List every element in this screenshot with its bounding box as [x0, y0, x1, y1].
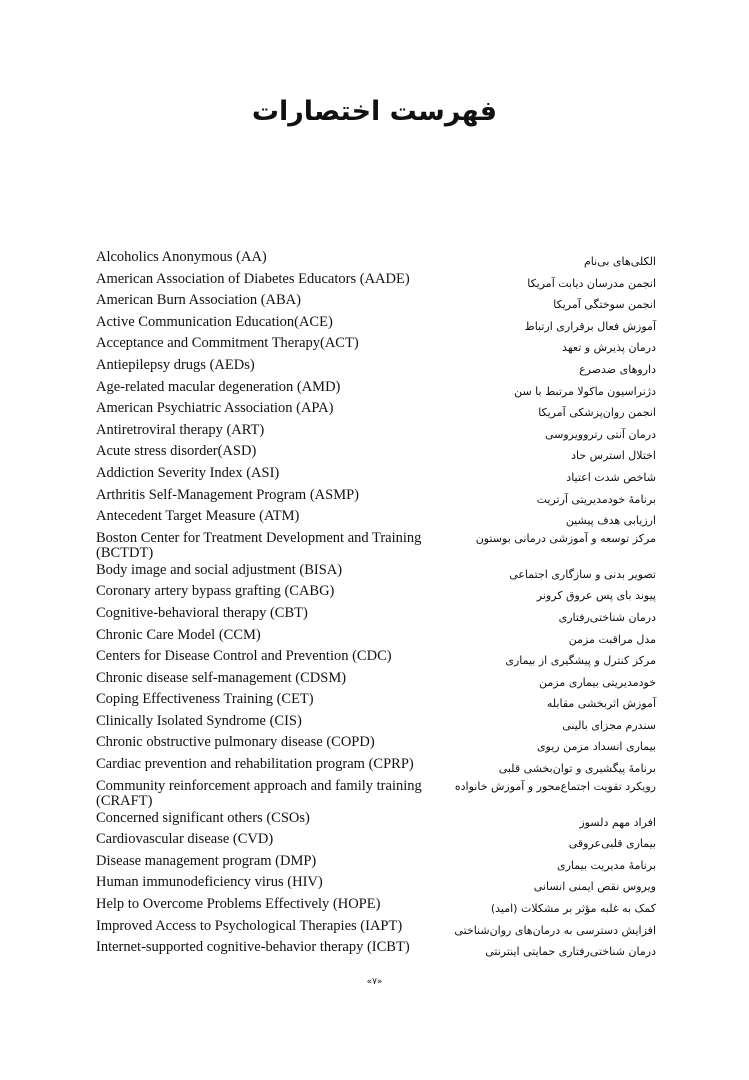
abbreviation-english: Internet-supported cognitive-behavior therapy (ICBT): [96, 939, 410, 956]
abbreviation-english: Active Communication Education(ACE): [96, 313, 333, 330]
abbreviation-persian: انجمن سوختگی آمریکا: [553, 298, 656, 312]
page-number: «۷»: [366, 977, 383, 987]
abbreviation-row: [96, 606, 656, 628]
abbreviation-row: [96, 444, 656, 466]
abbreviation-row: [96, 628, 656, 650]
abbreviation-row: [96, 423, 656, 445]
abbreviation-persian: درمان پذیرش و تعهد: [562, 341, 656, 355]
abbreviation-english: Disease management program (DMP): [96, 852, 317, 869]
abbreviation-row: [96, 315, 656, 337]
abbreviation-row: [96, 531, 656, 563]
abbreviation-english: Acute stress disorder(ASD): [96, 443, 257, 460]
abbreviation-persian: آموزش فعال برقراری ارتباط: [524, 319, 656, 333]
abbreviation-persian: آموزش اثربخشی مقابله: [546, 697, 656, 711]
abbreviation-persian: برنامهٔ پیگشیری و توان‌بخشی قلبی: [498, 762, 656, 776]
abbreviation-persian: انجمن روان‌پزشکی آمریکا: [538, 406, 656, 420]
abbreviation-persian: شاخص شدت اعتیاد: [566, 470, 656, 484]
abbreviation-row: [96, 811, 656, 833]
abbreviation-persian: تصویر بدنی و سازگاری اجتماعی: [509, 567, 656, 581]
abbreviation-row: [96, 336, 656, 358]
abbreviation-row: [96, 293, 656, 315]
abbreviation-persian: کمک به غلبه مؤثر بر مشکلات (امید): [490, 902, 656, 916]
abbreviation-english: Community reinforcement approach and family training (CRAFT): [96, 777, 422, 809]
abbreviation-row: [96, 692, 656, 714]
abbreviation-persian: دژنراسیون ماکولا مرتبط با سن: [514, 384, 656, 398]
abbreviation-english: Help to Overcome Problems Effectively (HOPE): [96, 896, 381, 913]
abbreviation-persian: درمان آنتی رتروویروسی: [544, 427, 656, 441]
abbreviation-row: [96, 671, 656, 693]
abbreviation-english: American Burn Association (ABA): [96, 292, 301, 309]
abbreviation-english: Chronic Care Model (CCM): [96, 626, 261, 643]
abbreviation-row: [96, 735, 656, 757]
abbreviation-persian: بیماری انسداد مزمن ریوی: [536, 740, 656, 754]
abbreviation-persian: سندرم مجزای بالینی: [562, 718, 656, 732]
abbreviation-english: Body image and social adjustment (BISA): [96, 561, 343, 578]
abbreviation-persian: ارزیابی هدف پیشین: [565, 514, 656, 528]
abbreviation-english: Antiretroviral therapy (ART): [96, 421, 265, 438]
abbreviation-persian: برنامهٔ مدیریت بیماری: [557, 858, 656, 872]
abbreviation-row: [96, 466, 656, 488]
abbreviation-persian: مرکز کنترل و پیشگیری از بیماری: [505, 654, 656, 668]
abbreviation-english: Centers for Disease Control and Prevention (CDC): [96, 648, 392, 665]
abbreviation-row: [96, 832, 656, 854]
abbreviation-row: [96, 584, 656, 606]
abbreviation-row: [96, 272, 656, 294]
abbreviation-english: Cardiovascular disease (CVD): [96, 831, 274, 848]
abbreviation-english: American Association of Diabetes Educators (AADE): [96, 270, 410, 287]
abbreviation-list: [96, 250, 656, 962]
abbreviation-persian: درمان شناختی‌رفتاری حمایتی اینترنتی: [485, 945, 656, 959]
abbreviation-persian: اختلال استرس حاد: [571, 449, 656, 463]
abbreviation-english: Human immunodeficiency virus (HIV): [96, 874, 323, 891]
abbreviation-persian: انجمن مدرسان دیابت آمریکا: [527, 276, 656, 290]
abbreviation-english: Antecedent Target Measure (ATM): [96, 508, 300, 525]
abbreviation-row: [96, 779, 656, 811]
abbreviation-persian: برنامهٔ خودمدیریتی آرتریت: [536, 492, 656, 506]
abbreviation-row: [96, 714, 656, 736]
abbreviation-english: Cardiac prevention and rehabilitation program (CPRP): [96, 756, 414, 773]
abbreviation-persian: داروهای ضدصرع: [579, 362, 656, 376]
abbreviation-row: [96, 509, 656, 531]
abbreviation-persian: مرکز توسعه و آموزشی درمانی بوستون: [475, 531, 656, 545]
abbreviation-row: [96, 380, 656, 402]
abbreviation-english: Clinically Isolated Syndrome (CIS): [96, 712, 302, 729]
abbreviation-english: Age-related macular degeneration (AMD): [96, 378, 341, 395]
abbreviation-persian: افزایش دسترسی به درمان‌های روان‌شناختی: [454, 923, 656, 937]
abbreviation-english: Concerned significant others (CSOs): [96, 809, 310, 826]
abbreviation-english: Cognitive-behavioral therapy (CBT): [96, 604, 308, 621]
abbreviation-english: Chronic obstructive pulmonary disease (COPD): [96, 734, 375, 751]
abbreviation-row: [96, 757, 656, 779]
abbreviation-row: [96, 854, 656, 876]
abbreviation-english: Coronary artery bypass grafting (CABG): [96, 583, 335, 600]
abbreviation-row: [96, 488, 656, 510]
abbreviation-persian: رویکرد تقویت اجتماع‌محور و آموزش خانواده: [454, 779, 656, 793]
abbreviation-row: [96, 919, 656, 941]
abbreviation-english: Addiction Severity Index (ASI): [96, 464, 280, 481]
abbreviation-row: [96, 940, 656, 962]
abbreviation-persian: پیوند بای پس عروق کرونر: [536, 589, 656, 603]
abbreviation-row: [96, 649, 656, 671]
abbreviation-persian: افراد مهم دلسوز: [579, 815, 656, 829]
abbreviation-persian: الکلی‌های بی‌نام: [583, 255, 656, 268]
abbreviation-persian: بیماری قلبی‌عروقی: [568, 837, 656, 851]
abbreviation-row: [96, 897, 656, 919]
abbreviation-english: Improved Access to Psychological Therapies (IAPT): [96, 917, 403, 934]
abbreviation-row: [96, 358, 656, 380]
abbreviation-persian: ویروس نقص ایمنی انسانی: [533, 880, 656, 894]
abbreviation-english: American Psychiatric Association (APA): [96, 400, 334, 417]
abbreviation-english: Antiepilepsy drugs (AEDs): [96, 356, 255, 373]
abbreviation-persian: درمان شناختی‌رفتاری: [558, 610, 656, 624]
page-title: فهرست اختصارات: [251, 96, 498, 127]
abbreviation-english: Chronic disease self-management (CDSM): [96, 669, 347, 686]
abbreviation-english: Coping Effectiveness Training (CET): [96, 691, 314, 708]
abbreviation-row: [96, 875, 656, 897]
abbreviation-english: Boston Center for Treatment Development and Training (BCTDT): [96, 529, 422, 561]
abbreviation-row: [96, 250, 656, 272]
abbreviation-english: Acceptance and Commitment Therapy(ACT): [96, 335, 359, 352]
abbreviation-persian: مدل مراقبت مزمن: [568, 632, 656, 646]
abbreviation-english: Arthritis Self-Management Program (ASMP): [96, 486, 359, 503]
abbreviation-row: [96, 401, 656, 423]
abbreviation-row: [96, 563, 656, 585]
abbreviation-english: Alcoholics Anonymous (AA): [96, 249, 267, 265]
abbreviation-persian: خودمدیریتی بیماری مزمن: [539, 675, 656, 689]
